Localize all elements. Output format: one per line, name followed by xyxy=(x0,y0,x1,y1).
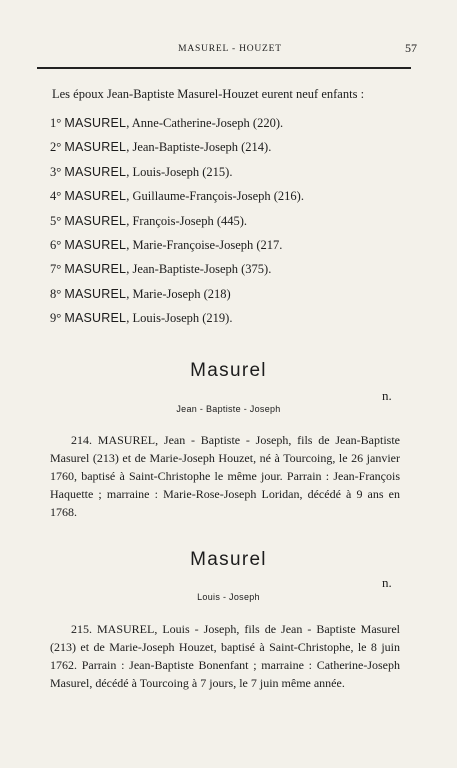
item-given-names: , Louis-Joseph (219). xyxy=(126,311,233,326)
item-surname: MASUREL xyxy=(64,164,127,179)
list-item xyxy=(50,140,304,164)
item-number: 7° xyxy=(50,262,62,277)
list-item xyxy=(50,165,304,189)
list-item xyxy=(50,311,304,335)
children-list xyxy=(50,116,304,336)
item-number: 1° xyxy=(50,116,62,130)
item-surname: MASUREL xyxy=(64,189,127,204)
item-surname: MASUREL xyxy=(64,116,127,130)
item-number: 9° xyxy=(50,311,62,326)
section-title: Masurel xyxy=(190,549,267,570)
entry-paragraph: 215. MASUREL, Louis - Joseph, fils de Jean - Baptiste Masurel (213) et de Marie-Joseph Houzet, baptisé à Saint-Christophe, le 8 juin 1762. Parrain : Jean-Baptiste Bonenfant ; marraine : Catherine-Joseph Masurel, décédé à Tourcoing à 7 jours, le 7 juin même année. xyxy=(50,622,400,690)
item-number: 5° xyxy=(50,213,62,228)
item-number: 4° xyxy=(50,189,62,204)
item-number: 2° xyxy=(50,140,62,155)
item-number: 6° xyxy=(50,237,62,252)
list-item xyxy=(50,262,304,286)
list-item xyxy=(50,238,304,262)
item-given-names: , Anne-Catherine-Joseph (220). xyxy=(126,116,284,130)
item-given-names: , Guillaume-François-Joseph (216). xyxy=(126,189,304,204)
running-head: MASUREL - HOUZET xyxy=(178,44,282,54)
item-given-names: , François-Joseph (445). xyxy=(126,213,248,228)
section-subtitle: Jean - Baptiste - Joseph xyxy=(176,404,281,414)
intro-sentence: Les époux Jean-Baptiste Masurel-Houzet eurent neuf enfants : xyxy=(52,87,365,101)
list-item xyxy=(50,287,304,311)
page-number: 57 xyxy=(405,41,417,55)
list-item xyxy=(50,189,304,213)
item-given-names: , Marie-Joseph (218) xyxy=(126,286,231,301)
item-surname: MASUREL xyxy=(64,311,127,326)
list-item xyxy=(50,116,304,140)
item-given-names: , Jean-Baptiste-Joseph (375). xyxy=(126,262,272,277)
entry-paragraph: 214. MASUREL, Jean - Baptiste - Joseph, fils de Jean-Baptiste Masurel (213) et de Marie-Joseph Houzet, né à Tourcoing, le 26 janvier 1760, baptisé à Saint-Christophe le même jour. Parrain : Jean-François Haquette ; marraine : Marie-Rose-Joseph Loridan, décédé à 9 ans en 1768. xyxy=(50,433,400,519)
item-surname: MASUREL xyxy=(64,213,127,228)
item-given-names: , Marie-Françoise-Joseph (217. xyxy=(126,237,283,252)
section-marker: n. xyxy=(382,388,392,403)
section-marker: n. xyxy=(382,575,392,590)
item-surname: MASUREL xyxy=(64,286,127,301)
item-surname: MASUREL xyxy=(64,140,127,155)
header-rule xyxy=(37,67,411,69)
item-given-names: , Louis-Joseph (215). xyxy=(126,164,233,179)
section-title: Masurel xyxy=(190,360,267,381)
item-surname: MASUREL xyxy=(64,262,127,277)
item-number: 8° xyxy=(50,286,62,301)
list-item xyxy=(50,214,304,238)
item-number: 3° xyxy=(50,164,62,179)
section-subtitle: Louis - Joseph xyxy=(197,592,260,602)
item-given-names: , Jean-Baptiste-Joseph (214). xyxy=(126,140,272,155)
item-surname: MASUREL xyxy=(64,237,127,252)
